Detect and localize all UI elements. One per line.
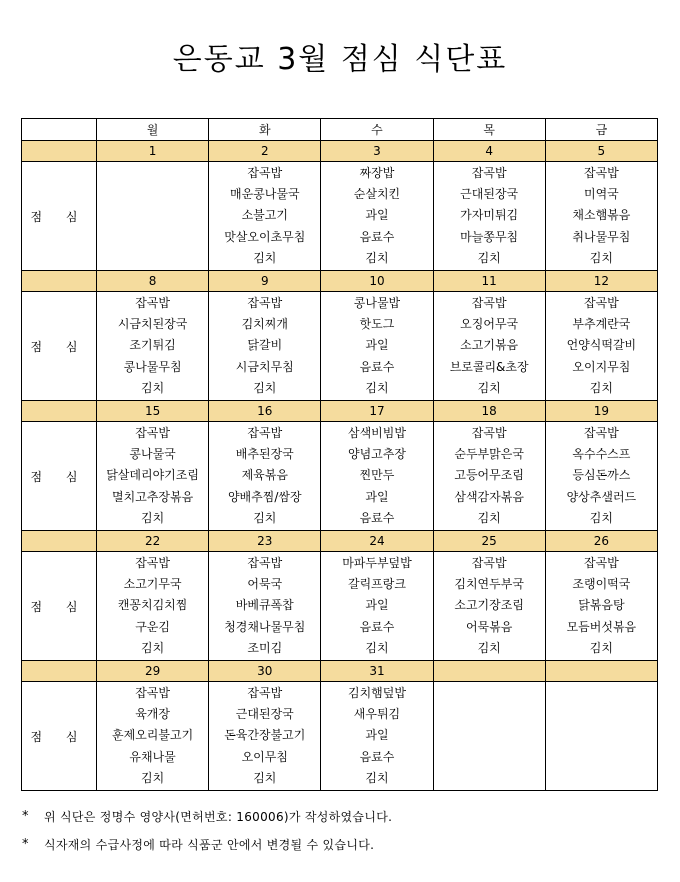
date-row <box>22 531 658 552</box>
menu-item: 잡곡밥 <box>583 166 619 181</box>
menu-cell <box>209 422 321 531</box>
menu-item: 소고기무국 <box>123 577 182 592</box>
menu-item: 근대된장국 <box>460 187 519 202</box>
menu-item: 새우튀김 <box>353 707 401 722</box>
menu-item: 돈육간장불고기 <box>224 728 306 743</box>
menu-item: 유채나물 <box>129 749 176 764</box>
date-cell: 24 <box>321 531 433 552</box>
meal-label: 점 심 <box>22 682 97 791</box>
menu-cell <box>433 292 545 401</box>
meal-label: 점 심 <box>22 292 97 401</box>
menu-item: 김치 <box>589 380 613 395</box>
menu-item: 잡곡밥 <box>247 296 283 311</box>
menu-cell <box>545 162 657 271</box>
date-cell: 22 <box>97 531 209 552</box>
menu-item: 콩나물밥 <box>353 296 401 311</box>
menu-item: 김치 <box>365 380 389 395</box>
menu-item: 잡곡밥 <box>135 686 170 701</box>
date-cell: 3 <box>321 141 433 162</box>
menu-item: 김치찌개 <box>241 317 288 332</box>
date-cell: 18 <box>433 401 545 422</box>
date-cell: 26 <box>545 531 657 552</box>
menu-cell <box>545 292 657 401</box>
menu-item: 김치 <box>253 380 277 395</box>
menu-item: 김치연두부국 <box>454 577 524 592</box>
menu-cell <box>433 552 545 661</box>
meal-label: 점 심 <box>22 162 97 271</box>
date-row <box>22 661 658 682</box>
menu-item: 양념고추장 <box>347 447 406 462</box>
menu-item: 과일 <box>365 489 389 504</box>
menu-item: 핫도그 <box>359 317 395 332</box>
menu-item: 훈제오리불고기 <box>112 728 194 743</box>
menu-item: 김치 <box>253 250 277 265</box>
menu-item: 김치 <box>365 640 389 655</box>
menu-item: 조기튀김 <box>129 338 176 353</box>
menu-item: 시금치무침 <box>235 359 294 374</box>
menu-cell <box>97 292 209 401</box>
menu-item: 마늘쫑무침 <box>460 229 519 244</box>
menu-item: 잡곡밥 <box>471 556 507 571</box>
menu-item: 김치 <box>365 250 389 265</box>
menu-item: 브로콜리&초장 <box>449 359 529 374</box>
menu-item: 음료수 <box>359 359 395 374</box>
menu-item: 닭살데리야기조림 <box>106 468 199 483</box>
menu-item: 시금치된장국 <box>117 317 188 332</box>
menu-item: 부추계란국 <box>572 317 631 332</box>
menu-item: 음료수 <box>359 749 395 764</box>
menu-item: 순살치킨 <box>353 187 401 202</box>
date-cell: 25 <box>433 531 545 552</box>
menu-item: 가자미튀김 <box>460 208 519 223</box>
menu-item: 어묵국 <box>247 577 283 592</box>
footnote-marker: * <box>22 808 29 824</box>
menu-item: 김치 <box>589 640 613 655</box>
date-cell: 15 <box>97 401 209 422</box>
menu-item: 잡곡밥 <box>247 556 283 571</box>
menu-item: 잡곡밥 <box>471 426 507 441</box>
menu-cell <box>321 292 433 401</box>
menu-item: 김치 <box>589 510 613 525</box>
menu-cell <box>321 552 433 661</box>
menu-item: 음료수 <box>359 229 395 244</box>
footnote <box>22 830 662 858</box>
menu-item: 배추된장국 <box>235 447 294 462</box>
menu-item: 갈릭프랑크 <box>347 577 406 592</box>
menu-cell <box>545 552 657 661</box>
menu-item: 잡곡밥 <box>583 296 619 311</box>
date-row-label-cell <box>22 401 97 422</box>
menu-item: 김치 <box>477 380 501 395</box>
menu-cell <box>321 162 433 271</box>
menu-item: 삼색비빔밥 <box>347 426 406 441</box>
menu-item: 김치 <box>141 380 165 395</box>
menu-item: 모듬버섯볶음 <box>566 619 637 634</box>
date-cell: 12 <box>545 271 657 292</box>
menu-item: 잡곡밥 <box>583 556 619 571</box>
menu-item: 김치 <box>589 250 613 265</box>
menu-cell <box>97 552 209 661</box>
date-cell: 5 <box>545 141 657 162</box>
menu-item: 제육볶음 <box>241 468 288 483</box>
menu-item: 언양식떡갈비 <box>566 338 637 353</box>
menu-item: 과일 <box>365 728 389 743</box>
date-cell: 9 <box>209 271 321 292</box>
menu-cell <box>433 682 545 791</box>
date-cell <box>433 661 545 682</box>
menu-item: 김치 <box>477 250 501 265</box>
weekday-thu: 목 <box>433 119 545 141</box>
footnote-marker: * <box>22 836 29 852</box>
menu-item: 콩나물무침 <box>123 359 182 374</box>
menu-row <box>22 682 658 791</box>
menu-cell <box>97 162 209 271</box>
menu-item: 소불고기 <box>241 208 288 223</box>
menu-item: 근대된장국 <box>235 707 294 722</box>
menu-item: 마파두부덮밥 <box>342 556 412 571</box>
menu-item: 잡곡밥 <box>471 166 507 181</box>
date-cell: 8 <box>97 271 209 292</box>
menu-item: 김치 <box>477 640 501 655</box>
footnote <box>22 802 662 830</box>
menu-item: 오이무침 <box>241 749 288 764</box>
menu-item: 잡곡밥 <box>247 426 283 441</box>
menu-item: 잡곡밥 <box>247 166 283 181</box>
menu-item: 소고기볶음 <box>460 338 519 353</box>
menu-cell <box>545 682 657 791</box>
menu-cell <box>433 422 545 531</box>
date-cell: 23 <box>209 531 321 552</box>
date-row-label-cell <box>22 661 97 682</box>
date-cell: 31 <box>321 661 433 682</box>
date-cell: 30 <box>209 661 321 682</box>
menu-cell <box>209 682 321 791</box>
date-row-label-cell <box>22 141 97 162</box>
date-row-label-cell <box>22 271 97 292</box>
date-row <box>22 141 658 162</box>
menu-item: 과일 <box>365 598 389 613</box>
menu-item: 김치 <box>253 510 277 525</box>
menu-table <box>21 118 658 791</box>
menu-item: 닭볶음탕 <box>578 598 625 613</box>
date-row <box>22 271 658 292</box>
menu-item: 삼색감자볶음 <box>454 489 524 504</box>
menu-cell <box>433 162 545 271</box>
menu-item: 육개장 <box>135 707 170 722</box>
date-cell: 17 <box>321 401 433 422</box>
menu-item: 순두부맑은국 <box>454 447 524 462</box>
menu-item: 김치 <box>477 510 501 525</box>
menu-row <box>22 292 658 401</box>
menu-item: 양상추샐러드 <box>566 489 637 504</box>
menu-item: 잡곡밥 <box>135 426 170 441</box>
menu-cell <box>209 552 321 661</box>
menu-row <box>22 422 658 531</box>
weekday-header-row <box>22 119 658 141</box>
menu-item: 잡곡밥 <box>135 296 170 311</box>
menu-item: 등심돈까스 <box>572 468 631 483</box>
menu-cell <box>209 292 321 401</box>
weekday-wed: 수 <box>321 119 433 141</box>
page-title: 은동교 3월 점심 식단표 <box>172 42 508 77</box>
menu-cell <box>321 682 433 791</box>
menu-cell <box>97 682 209 791</box>
menu-item: 맛살오이초무침 <box>224 229 306 244</box>
header-corner <box>22 119 97 141</box>
date-cell: 29 <box>97 661 209 682</box>
date-cell: 4 <box>433 141 545 162</box>
weekday-fri: 금 <box>545 119 657 141</box>
menu-item: 과일 <box>365 338 389 353</box>
menu-item: 미역국 <box>583 187 619 202</box>
menu-item: 콩나물국 <box>129 447 176 462</box>
menu-item: 김치 <box>365 770 389 785</box>
menu-item: 김치 <box>253 770 277 785</box>
weekday-tue: 화 <box>209 119 321 141</box>
menu-item: 취나물무침 <box>572 229 631 244</box>
menu-item: 옥수수스프 <box>572 447 631 462</box>
footnote-text: 식자재의 수급사정에 따라 식품군 안에서 변경될 수 있습니다. <box>44 837 375 852</box>
menu-cell <box>545 422 657 531</box>
date-cell: 19 <box>545 401 657 422</box>
menu-item: 매운콩나물국 <box>230 187 300 202</box>
meal-label: 점 심 <box>22 422 97 531</box>
menu-item: 오징어무국 <box>460 317 519 332</box>
menu-cell <box>321 422 433 531</box>
date-cell: 16 <box>209 401 321 422</box>
date-row <box>22 401 658 422</box>
footnotes <box>22 802 662 858</box>
menu-item: 잡곡밥 <box>471 296 507 311</box>
menu-item: 김치 <box>141 640 165 655</box>
menu-item: 채소햄볶음 <box>572 208 631 223</box>
menu-item: 조미김 <box>247 640 283 655</box>
menu-item: 잡곡밥 <box>135 556 170 571</box>
date-cell: 2 <box>209 141 321 162</box>
menu-item: 김치 <box>141 770 165 785</box>
menu-cell <box>209 162 321 271</box>
date-cell: 10 <box>321 271 433 292</box>
menu-item: 잡곡밥 <box>583 426 619 441</box>
menu-item: 음료수 <box>359 619 395 634</box>
menu-item: 과일 <box>365 208 389 223</box>
menu-item: 고등어무조림 <box>454 468 524 483</box>
menu-item: 어묵볶음 <box>465 619 513 634</box>
menu-item: 소고기장조림 <box>454 598 524 613</box>
menu-item: 멸치고추장볶음 <box>112 489 194 504</box>
date-row-label-cell <box>22 531 97 552</box>
meal-label: 점 심 <box>22 552 97 661</box>
menu-item: 닭갈비 <box>247 338 283 353</box>
menu-item: 찐만두 <box>359 468 395 483</box>
menu-item: 음료수 <box>359 510 395 525</box>
date-cell <box>545 661 657 682</box>
menu-item: 청경채나물무침 <box>224 619 306 634</box>
menu-row <box>22 162 658 271</box>
menu-item: 오이지무침 <box>572 359 631 374</box>
menu-item: 김치햄덮밥 <box>347 686 406 701</box>
menu-item: 구운김 <box>135 619 170 634</box>
menu-item: 김치 <box>141 510 165 525</box>
menu-item: 캔꽁치김치찜 <box>117 598 188 613</box>
menu-item: 잡곡밥 <box>247 686 283 701</box>
menu-item: 양배추찜/쌈장 <box>227 489 302 504</box>
menu-item: 조랭이떡국 <box>572 577 631 592</box>
menu-row <box>22 552 658 661</box>
menu-item: 바베큐폭찹 <box>235 598 294 613</box>
menu-item: 짜장밥 <box>359 166 395 181</box>
date-cell: 11 <box>433 271 545 292</box>
weekday-mon: 월 <box>97 119 209 141</box>
footnote-text: 위 식단은 정명수 영양사(면허번호: 160006)가 작성하였습니다. <box>44 809 393 824</box>
menu-cell <box>97 422 209 531</box>
date-cell: 1 <box>97 141 209 162</box>
